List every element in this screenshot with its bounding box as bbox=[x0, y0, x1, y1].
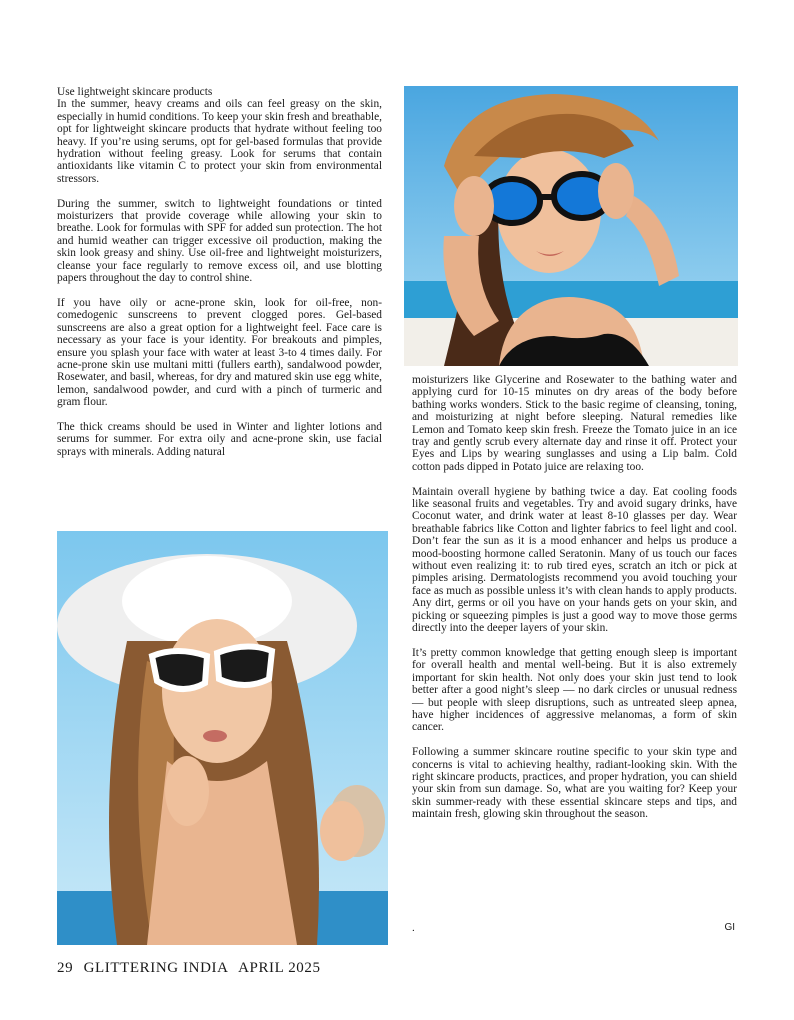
photo-woman-white-sun-hat bbox=[57, 531, 388, 945]
page-footer bbox=[57, 960, 327, 977]
photo-woman-straw-hat bbox=[404, 86, 738, 366]
end-dot: . bbox=[412, 922, 415, 934]
article-end-row bbox=[412, 922, 737, 934]
right-paragraph-2: Maintain overall hygiene by bathing twice a day. Eat cooling foods like seasonal fruits and vegetables. Try and avoid sugary drinks, have Coconut water, and drink water at least 8-10 glasses per day. Wear breathable fabrics like Cotton and lighter fabrics to feel light and cool. Don’t fear the sun as it is a mood enhancer and helps us produce a mood-boosting hormone called Seratonin. Many of us touch our faces without even realizing it: to rub tired eyes, scratch an itch or pick at pimples arising. Dermatologists recommend you avoid touching your face as much as possible unless it’s with clean hands to apply products. Any dirt, germs or oil you have on your hands gets on your skin, and picking or squeezing pimples is just a good way to move those germs directly into the deeper layers of your skin. bbox=[412, 485, 737, 635]
section-subhead: Use lightweight skincare products bbox=[57, 86, 213, 98]
left-paragraph-1 bbox=[57, 86, 382, 185]
left-paragraph-2: During the summer, switch to lightweight foundations or tinted moisturizers that provide coverage while allowing your skin to breathe. Look for formulas with SPF for added sun protection. The hot and humid weather can trigger excessive oil production, making the skin look greasy and shiny. Use oil-free and lightweight moisturizers, cleanse your face regularly to remove excess oil, and use blotting papers throughout the day to control shine. bbox=[57, 197, 382, 285]
publication-name: GLITTERING INDIA bbox=[83, 960, 229, 976]
issue-date: APRIL 2025 bbox=[238, 960, 321, 976]
page-number: 29 bbox=[57, 960, 74, 976]
end-mark: GI bbox=[724, 922, 735, 933]
left-paragraph-4: The thick creams should be used in Winter and lighter lotions and serums for summer. For extra oily and acne-prone skin, use facial sprays with minerals. Adding natural bbox=[57, 420, 382, 458]
left-text-column bbox=[57, 86, 382, 458]
right-text-column bbox=[412, 374, 737, 821]
right-paragraph-4: Following a summer skincare routine specific to your skin type and concerns is vital to achieving healthy, radiant-looking skin. With the right skincare products, practices, and proper hydration, you can shield your skin from sun damage. So, what are you waiting for? Keep your skin summer-ready with these essential skincare steps and tips, and maintain fresh, glowing skin throughout the season. bbox=[412, 746, 737, 821]
paragraph-text: In the summer, heavy creams and oils can feel greasy on the skin, especially in humid conditions. To keep your skin fresh and breathable, opt for lightweight skincare products that hydrate without feeling too heavy. If you’re using serums, opt for gel-based formulas that provide hydration without feeling greasy. Look for serums that contain antioxidants like vitamin C to protect your skin from environmental stressors. bbox=[57, 98, 382, 185]
right-paragraph-3: It’s pretty common knowledge that getting enough sleep is important for overall health and mental well-being. But it is also extremely important for skin health. Not only does your skin just tend to look better after a good night’s sleep — no dark circles or unusual redness — but people with sleep disruptions, such as untreated sleep apnea, have higher incidences of aggressive melanomas, a form of skin cancer. bbox=[412, 646, 737, 734]
right-paragraph-1: moisturizers like Glycerine and Rosewater to the bathing water and applying curd for 10-15 minutes on dry areas of the body before bathing works wonders. Stick to the basic regime of cleansing, toning, and moisturizing at night before sleeping. Natural remedies like Lemon and Tomato keep skin fresh. Freeze the Tomato juice in an ice tray and gently scrub every alternate day and rinse it off. Protect your Eyes and Lips by wearing sunglasses and using a Lip balm. Cold cotton pads dipped in Potato juice are relaxing too. bbox=[412, 374, 737, 473]
left-paragraph-3: If you have oily or acne-prone skin, look for oil-free, non-comedogenic sunscreens to prevent clogged pores. Gel-based sunscreens are also a great option for a lightweight feel. Face care is necessary as your face is your identity. For breakouts and pimples, ensure you splash your face with water at least 3-to 4 times daily. For acne-prone skin use multani mitti (fullers earth), sandalwood powder, Rosewater, and basil, whereas, for dry and matured skin use egg white, lemon, sandalwood powder, and curd with a pinch of turmeric and gram flour. bbox=[57, 296, 382, 409]
